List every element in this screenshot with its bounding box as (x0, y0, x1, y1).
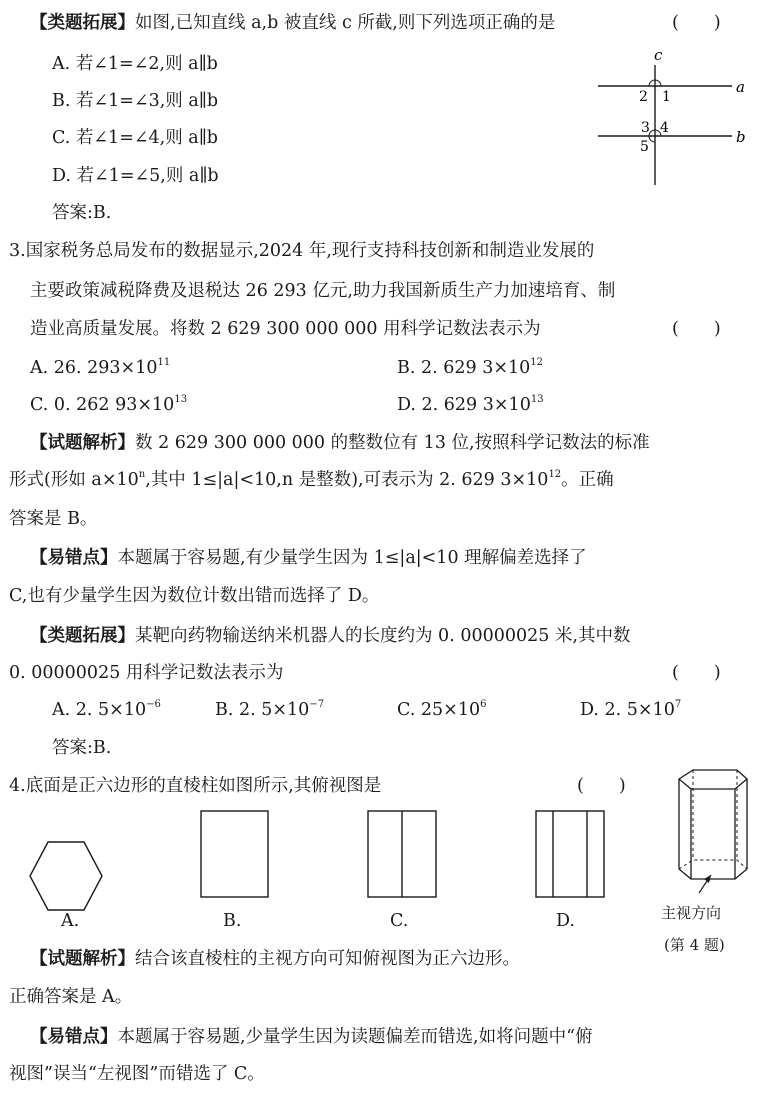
q3-stem-line2: 主要政策减税降费及退税达 26 293 亿元,助力我国新质生产力加速培育、制 (30, 281, 616, 301)
angle-5: 5 (640, 139, 649, 155)
q3-analysis-line1: 【试题解析】数 2 629 300 000 000 的整数位有 13 位,按照科学记数法的标准 (30, 433, 650, 453)
q4-error-line1: 【易错点】本题属于容易题,少量学生因为读题偏差而错选,如将问题中“俯 (30, 1027, 593, 1047)
q3-ext-answer: 答案:B. (52, 738, 112, 758)
q3-error-line2: C,也有少量学生因为数位计数出错而选择了 D。 (9, 586, 380, 606)
q3-ext-option-d: D. 2. $5\times 10^7$ (580, 699, 682, 720)
q2-option-c: C. 若∠1=∠4,则 a∥b (52, 128, 218, 148)
q2-option-b: B. 若∠1=∠3,则 a∥b (52, 91, 219, 111)
q4-label-d: D. (556, 911, 575, 931)
label-b: b (736, 128, 746, 146)
q3-error-tag: 【易错点】 (30, 548, 118, 568)
q3-option-d: D. 2. 629 $3\times 10^{13}$ (397, 394, 544, 415)
label-a: a (736, 78, 745, 96)
q3-stem-line1: 3.国家税务总局发布的数据显示,2024 年,现行支持科技创新和制造业发展的 (9, 241, 595, 261)
q3-analysis-line3: 答案是 B。 (9, 509, 98, 529)
q2-ext-paren: ( ) (672, 13, 721, 33)
prism-caption: 主视方向 (661, 904, 722, 922)
q4-error-line2: 视图”误当“左视图”而错选了 C。 (9, 1064, 265, 1084)
q3-ext-option-b: B. 2. $5\times 10^{-7}$ (215, 699, 325, 720)
angle-2: 2 (639, 89, 648, 105)
figure-caption: (第 4 题) (664, 936, 725, 954)
label-c: c (654, 46, 663, 64)
angle-1: 1 (662, 89, 671, 105)
q4-stem: 4.底面是正六边形的直棱柱如图所示,其俯视图是 (9, 776, 382, 796)
hexagonal-prism-figure (665, 765, 755, 905)
q4-paren: ( ) (577, 776, 626, 796)
option-b-rectangle (198, 808, 274, 900)
q3-option-b: B. 2. 629 $3\times 10^{12}$ (397, 357, 544, 378)
q4-label-a: A. (61, 911, 80, 931)
q2-answer: 答案:B. (52, 203, 112, 223)
q3-analysis-line2: 形式(形如 $a\times 10^n$,其中 1≤|a|<10,n 是整数),可表示为 2. 629 $3\times 10^{12}$。正确 (9, 469, 614, 490)
q2-ext-stem: 【类题拓展】如图,已知直线 a,b 被直线 c 所截,则下列选项正确的是 (30, 13, 556, 33)
q4-analysis-line1: 【试题解析】结合该直棱柱的主视方向可知俯视图为正六边形。 (30, 949, 520, 969)
q3-ext-line1: 【类题拓展】某靶向药物输送纳米机器人的长度约为 0. 00000025 米,其中数 (30, 626, 631, 646)
q4-error-tag: 【易错点】 (30, 1027, 118, 1047)
parallel-lines-figure (592, 45, 757, 190)
q3-ext-tag: 【类题拓展】 (30, 626, 135, 646)
q4-label-b: B. (223, 911, 242, 931)
q4-analysis-tag: 【试题解析】 (30, 949, 135, 969)
q4-label-c: C. (390, 911, 409, 931)
q3-ext-line2: 0. 00000025 用科学记数法表示为 (9, 663, 284, 683)
q2-option-a: A. 若∠1=∠2,则 a∥b (52, 54, 218, 74)
q3-error-line1: 【易错点】本题属于容易题,有少量学生因为 1≤|a|<10 理解偏差选择了 (30, 548, 587, 568)
option-a-hexagon (28, 836, 108, 916)
q2-option-d: D. 若∠1=∠5,则 a∥b (52, 166, 219, 186)
q3-analysis-tag: 【试题解析】 (30, 433, 135, 453)
q3-ext-option-c: C. $25\times 10^6$ (397, 699, 487, 720)
q2-ext-tag: 【类题拓展】 (30, 13, 135, 33)
q4-analysis-line2: 正确答案是 A。 (9, 987, 133, 1007)
angle-3: 3 (641, 120, 650, 136)
q3-ext-option-a: A. 2. $5\times 10^{-6}$ (52, 699, 161, 720)
q3-ext-paren: ( ) (672, 663, 721, 683)
q3-option-c: C. 0. 262 $93\times 10^{13}$ (30, 394, 188, 415)
angle-4: 4 (660, 120, 669, 136)
q3-stem-line3: 造业高质量发展。将数 2 629 300 000 000 用科学记数法表示为 (30, 319, 541, 339)
option-d-rectangle-three (533, 808, 609, 900)
option-c-rectangle-split (365, 808, 441, 900)
q3-paren: ( ) (672, 319, 721, 339)
q3-option-a: A. 26. $293\times 10^{11}$ (30, 357, 171, 378)
